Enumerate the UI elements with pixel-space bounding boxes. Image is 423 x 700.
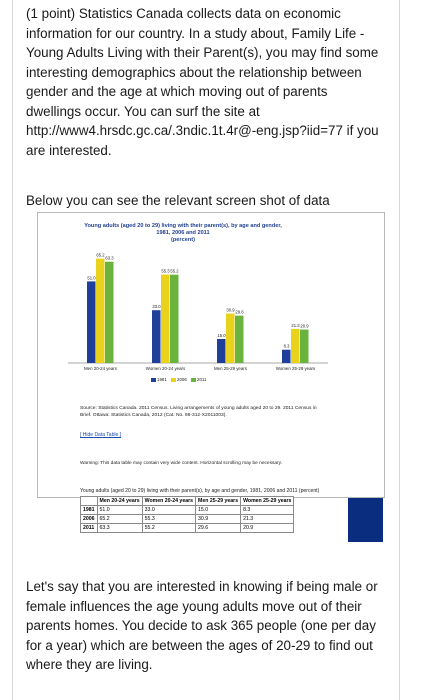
- table-cell: 33.0: [142, 506, 195, 515]
- table-row-header: 1981: [81, 506, 98, 515]
- followup-paragraph: Let's say that you are interested in knowing if being male or female influences the age young adults move out of their parents homes. You decide to ask 365 people (one per day for a year) which are between the ages of 20-29 to find out where they are living.: [26, 579, 378, 672]
- legend-swatch-2011: [191, 378, 196, 382]
- chart-title-line3: (percent): [171, 237, 195, 243]
- warning-note: Warning: This data table may contain very wide content. Horizontal scrolling may be necessary.: [80, 461, 283, 466]
- bar-2006-0: [96, 259, 105, 363]
- table-header-cell: Men 25-29 years: [196, 497, 241, 506]
- legend-label-1981: 1981: [157, 377, 167, 382]
- bar-data-label: 29.6: [235, 309, 244, 315]
- hide-data-table-link[interactable]: [ Hide Data Table ]: [80, 432, 122, 438]
- bar-data-label: 33.0: [152, 304, 161, 310]
- table-row: [81, 506, 294, 515]
- bar-data-label: 55.2: [170, 268, 179, 274]
- table-row-header: 2011: [81, 524, 98, 533]
- chart-legend: [148, 377, 206, 382]
- bar-data-label: 55.3: [161, 268, 170, 274]
- bar-2006-1: [161, 275, 170, 363]
- data-screenshot: [37, 212, 385, 531]
- x-tick-label: Men 25-29 years: [214, 366, 247, 371]
- bar-data-label: 8.3: [283, 343, 290, 349]
- legend-label-2006: 2006: [177, 377, 187, 382]
- table-header-row: [81, 497, 294, 506]
- legend-label-2011: 2011: [197, 377, 207, 382]
- bar-2011-2: [235, 316, 244, 363]
- bar-1981-0: [87, 281, 96, 363]
- source-note: Source: Statistics Canada. 2011 Census. Living arrangements of young adults aged 20 to 29. 2011 Census in Brief. Ottawa: Statistics Canada, 2012 (Cat. No. 98-312-X2011003).: [80, 406, 317, 418]
- chart-title-line2: 1981, 2006 and 2011: [156, 230, 210, 236]
- bar-2011-1: [170, 275, 179, 363]
- x-tick-label: Women 20-24 years: [145, 366, 186, 371]
- bar-data-label: 21.3: [291, 322, 300, 328]
- table-caption: Young adults (aged 20 to 29) living with their parent(s), by age and gender, 1981, 2006 and 2011 (percent): [80, 488, 320, 494]
- bar-chart: [38, 213, 384, 388]
- bar-2006-2: [226, 314, 235, 363]
- table-cell: 65.2: [97, 515, 142, 524]
- table-row: [81, 524, 294, 533]
- table-cell: 51.0: [97, 506, 142, 515]
- table-header-cell: [81, 497, 98, 506]
- bar-data-label: 51.0: [87, 275, 96, 281]
- table-row-header: 2006: [81, 515, 98, 524]
- table-cell: 55.2: [142, 524, 195, 533]
- bar-data-label: 63.3: [105, 255, 114, 261]
- legend-swatch-2006: [171, 378, 176, 382]
- bar-data-label: 20.9: [300, 323, 309, 329]
- bar-2006-3: [291, 329, 300, 363]
- table-cell: 8.3: [241, 506, 294, 515]
- table-cell: 29.6: [196, 524, 241, 533]
- table-header-cell: Women 25-29 years: [241, 497, 294, 506]
- bar-2011-0: [105, 262, 114, 363]
- intro-paragraph: (1 point) Statistics Canada collects data on economic information for our country. In a study about, Family Life - Young Adults Living with their Parent(s), you may find some interesting demographics about the relationship between gender and the age at which moving out of parents dwellings occur. You can surf the site at http://www4.hrsdc.gc.ca/.3ndic.1t.4r@-eng.jsp?iid=77 if you are interested.: [26, 6, 379, 158]
- table-cell: 20.9: [241, 524, 294, 533]
- data-table: [80, 496, 294, 533]
- bar-2011-3: [300, 330, 309, 363]
- x-tick-label: Women 25-29 years: [275, 366, 316, 371]
- bar-1981-1: [152, 310, 161, 363]
- screenshot-caption: Below you can see the relevant screen shot of data: [26, 193, 330, 208]
- bar-1981-2: [217, 339, 226, 363]
- chart-title-line1: Young adults (aged 20 to 29) living with their parent(s), by age and gender,: [84, 223, 282, 229]
- table-header-cell: Men 20-24 years: [97, 497, 142, 506]
- bar-data-label: 15.0: [217, 333, 226, 338]
- table-cell: 15.0: [196, 506, 241, 515]
- table-row: [81, 515, 294, 524]
- table-cell: 21.3: [241, 515, 294, 524]
- legend-swatch-1981: [151, 378, 156, 382]
- bar-data-label: 65.2: [96, 252, 105, 258]
- table-cell: 63.3: [97, 524, 142, 533]
- bar-1981-3: [282, 350, 291, 363]
- table-header-cell: Women 20-24 years: [142, 497, 195, 506]
- table-cell: 55.3: [142, 515, 195, 524]
- bar-data-label: 30.9: [226, 307, 235, 313]
- table-cell: 30.9: [196, 515, 241, 524]
- x-tick-label: Men 20-24 years: [84, 366, 117, 371]
